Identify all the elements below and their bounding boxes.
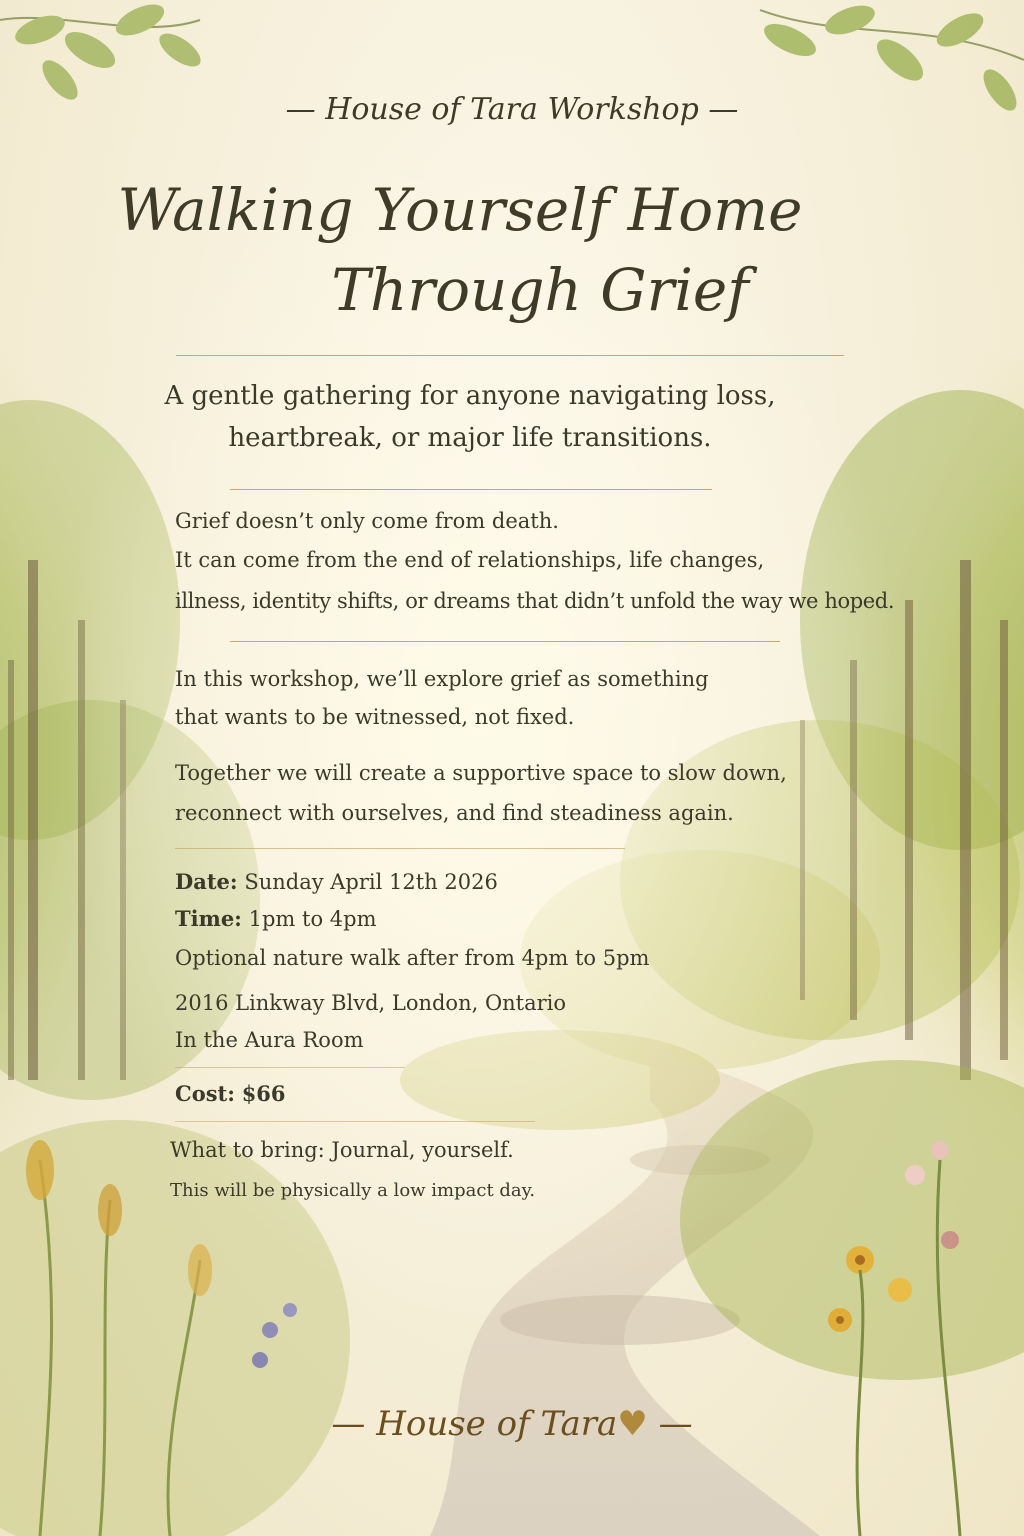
title-divider: [176, 355, 844, 356]
workshop-eyebrow: [212, 92, 812, 127]
signature-dash-left: —: [331, 1404, 377, 1444]
grief-line3: illness, identity shifts, or dreams that didn’t unfold the way we hoped.: [175, 589, 895, 613]
signature-dash-right: —: [647, 1404, 693, 1444]
event-date: [175, 869, 498, 894]
event-cost: [175, 1081, 286, 1106]
footer-signature: [262, 1404, 762, 1444]
eyebrow-dash-right: —: [698, 92, 739, 127]
intro-line2: heartbreak, or major life transitions.: [228, 423, 712, 453]
grief-divider: [230, 641, 780, 642]
grief-line2: It can come from the end of relationships, life changes,: [175, 548, 765, 572]
workshop-line2: that wants to be witnessed, not fixed.: [175, 705, 575, 729]
event-time: [175, 906, 377, 931]
grief-line1: Grief doesn’t only come from death.: [175, 509, 559, 533]
date-label: Date:: [175, 869, 238, 894]
date-value: Sunday April 12th 2026: [244, 870, 498, 894]
eyebrow-text: House of Tara Workshop: [325, 92, 699, 127]
workshop-divider: [175, 848, 625, 849]
time-label: Time:: [175, 906, 242, 931]
intro-divider: [230, 489, 712, 490]
signature-text: House of Tara: [376, 1404, 618, 1444]
bring-line1: What to bring: Journal, yourself.: [170, 1138, 514, 1162]
page-title-line2: Through Grief: [331, 256, 749, 324]
eyebrow-dash-left: —: [285, 92, 326, 127]
nature-walk-note: Optional nature walk after from 4pm to 5pm: [175, 946, 650, 970]
page-title-line1: Walking Yourself Home: [117, 176, 803, 244]
heart-icon: ♥: [617, 1404, 648, 1444]
cost-value: $66: [241, 1081, 286, 1106]
workshop-line3: Together we will create a supportive space to slow down,: [175, 761, 787, 785]
event-address: 2016 Linkway Blvd, London, Ontario: [175, 991, 567, 1015]
workshop-line4: reconnect with ourselves, and find steadiness again.: [175, 801, 734, 825]
time-value: 1pm to 4pm: [248, 907, 377, 931]
top-left-leaves: [0, 0, 206, 105]
address-divider: [175, 1067, 405, 1068]
bring-line2: This will be physically a low impact day.: [170, 1180, 536, 1201]
event-room: In the Aura Room: [175, 1028, 364, 1052]
cost-label: Cost:: [175, 1081, 235, 1106]
cost-divider: [175, 1121, 535, 1122]
workshop-line1: In this workshop, we’ll explore grief as something: [175, 667, 709, 691]
intro-line1: A gentle gathering for anyone navigating loss,: [164, 381, 776, 411]
